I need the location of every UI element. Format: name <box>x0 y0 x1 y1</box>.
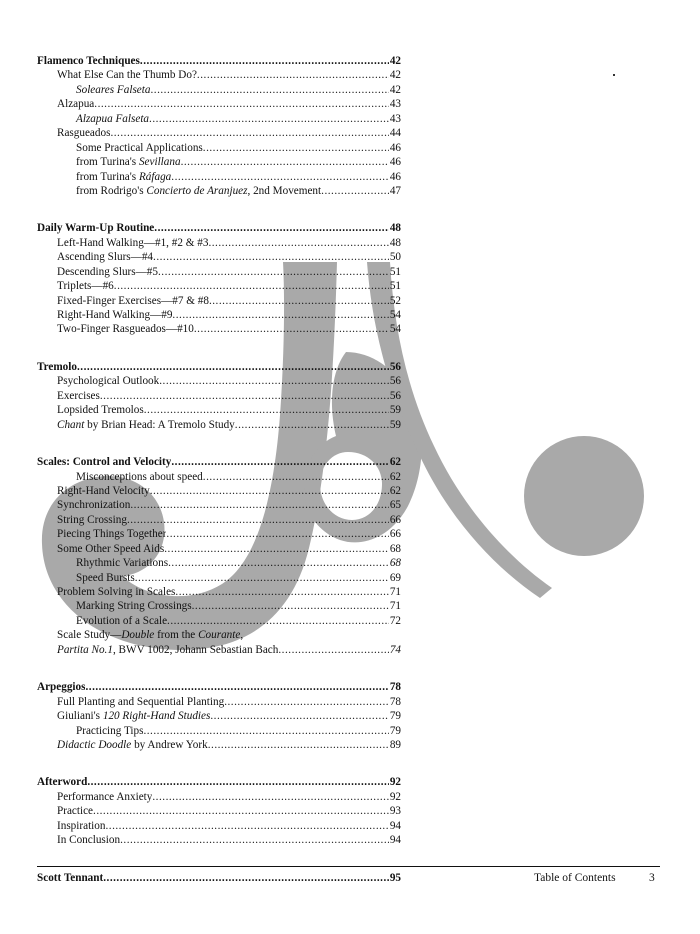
footer-page-number: 3 <box>649 872 655 884</box>
toc-entry-title <box>37 360 77 374</box>
toc-entry <box>37 819 401 833</box>
toc-entry-title <box>37 498 130 512</box>
toc-page-number: 66 <box>389 528 401 541</box>
toc-title-text: Scales: Control and Velocity <box>37 456 172 469</box>
toc-entry <box>37 126 401 140</box>
toc-entry <box>37 322 401 336</box>
toc-title-text: by Brian Head: A Tremolo Study <box>84 418 235 431</box>
toc-title-text: Exercises <box>57 389 100 402</box>
toc-entry <box>37 643 401 657</box>
toc-entry <box>37 738 401 752</box>
toc-entry-title <box>37 695 224 709</box>
toc-page-number: 54 <box>389 323 401 336</box>
toc-page-number: 62 <box>389 484 401 497</box>
toc-title-text: Some Other Speed Aids <box>57 542 165 555</box>
toc-page-number: 46 <box>389 156 401 169</box>
toc-entry <box>37 68 401 82</box>
dot-leader <box>159 374 389 388</box>
toc-title-text: Alzapua <box>57 98 95 111</box>
footer-rule <box>37 866 660 867</box>
toc-title-text: Two-Finger Rasgueados—#10 <box>57 323 194 336</box>
dot-leader <box>120 833 389 847</box>
dot-leader <box>110 126 388 140</box>
toc-entry-title <box>37 833 120 847</box>
toc-entry-title <box>37 542 164 556</box>
toc-entry <box>37 571 401 585</box>
dot-leader <box>105 819 388 833</box>
toc-page-number: 72 <box>389 614 401 627</box>
toc-title-text: String Crossing <box>57 513 127 526</box>
toc-section-tremolo <box>37 360 401 432</box>
toc-title-text: Ascending Slurs—#4 <box>57 251 154 264</box>
toc-entry-title <box>37 294 209 308</box>
toc-entry-title <box>37 628 243 642</box>
toc-entry <box>37 804 401 818</box>
toc-title-text: Misconceptions about speed <box>76 470 203 483</box>
toc-entry <box>37 498 401 512</box>
toc-entry <box>37 614 401 628</box>
dot-leader <box>192 599 389 613</box>
toc-entry-title <box>37 170 171 184</box>
dot-leader <box>85 680 388 694</box>
dot-leader <box>94 97 389 111</box>
dot-leader <box>149 112 389 126</box>
toc-entry-title <box>37 614 167 628</box>
toc-title-text: from Turina's <box>76 170 139 183</box>
toc-page-number: 46 <box>389 141 401 154</box>
dot-leader <box>77 360 389 374</box>
toc-title-text: Daily Warm-Up Routine <box>37 222 155 235</box>
toc-page-number: 46 <box>389 170 401 183</box>
toc-page-number: 62 <box>389 456 401 469</box>
toc-title-text: Flamenco Techniques <box>37 55 140 67</box>
toc-page-number: 79 <box>389 710 401 723</box>
toc-entry-title <box>37 265 158 279</box>
dot-leader <box>210 709 388 723</box>
toc-title-text: Performance Anxiety <box>57 790 153 803</box>
toc-entry-title <box>37 155 181 169</box>
toc-page-number: 74 <box>389 643 401 656</box>
toc-section-arpeggios <box>37 680 401 752</box>
toc-entry <box>37 184 401 198</box>
toc-page-number: 94 <box>389 834 401 847</box>
dot-leader <box>172 308 388 322</box>
toc-title-text: , BWV 1002, Johann Sebastian Bach <box>112 643 279 656</box>
toc-page-number: 56 <box>389 389 401 402</box>
toc-page-number: 68 <box>389 557 401 570</box>
dot-leader <box>171 170 389 184</box>
toc-entry-title <box>37 279 114 293</box>
dot-leader <box>127 513 389 527</box>
dot-leader <box>87 775 388 789</box>
dot-leader <box>224 695 389 709</box>
toc-entry-title <box>37 97 94 111</box>
toc-title-text: Arpeggios <box>37 681 86 694</box>
toc-entry-title <box>37 819 105 833</box>
toc-heading <box>37 455 401 469</box>
toc-entry <box>37 484 401 498</box>
toc-title-text: Afterword <box>37 776 88 789</box>
toc-entry-title <box>37 455 171 469</box>
dot-leader <box>130 498 388 512</box>
toc-entry-title <box>37 470 203 484</box>
toc-page-number: 62 <box>389 470 401 483</box>
toc-entry <box>37 308 401 322</box>
toc-title-text: Psychological Outlook <box>57 375 160 388</box>
toc-entry <box>37 628 401 642</box>
toc-entry <box>37 265 401 279</box>
dot-leader <box>194 322 389 336</box>
toc-page-number: 95 <box>389 871 401 884</box>
toc-title-text: from Rodrigo's <box>76 184 147 197</box>
toc-heading <box>37 221 401 235</box>
toc-entry <box>37 294 401 308</box>
toc-entry <box>37 155 401 169</box>
toc-entry <box>37 542 401 556</box>
toc-title-text: Practice <box>57 805 94 818</box>
dot-leader <box>143 724 388 738</box>
toc-page-number: 51 <box>389 265 401 278</box>
toc-title-italic: Partita No.1 <box>57 643 113 656</box>
dot-leader <box>164 542 389 556</box>
toc-page-number: 94 <box>389 819 401 832</box>
toc-page-number: 56 <box>389 375 401 388</box>
toc-page-number: 54 <box>389 309 401 321</box>
toc-page-number: 42 <box>389 69 401 82</box>
toc-entry-title <box>37 724 143 738</box>
dot-leader <box>158 265 389 279</box>
toc-entry <box>37 389 401 403</box>
toc-page-number: 79 <box>389 724 401 737</box>
dot-leader <box>140 54 389 68</box>
toc-title-italic: Concierto de Aranjuez <box>146 184 248 197</box>
dot-leader <box>135 571 389 585</box>
toc-page-number: 48 <box>389 236 401 249</box>
toc-title-text: In Conclusion <box>57 834 121 847</box>
toc-page-number: 78 <box>389 695 401 708</box>
toc-entry-title <box>37 374 159 388</box>
toc-entry <box>37 527 401 541</box>
toc-title-italic: Soleares Falseta <box>76 83 151 96</box>
toc-page-number: 43 <box>389 98 401 111</box>
toc-title-text: Rhythmic Variations <box>76 557 169 570</box>
toc-page-number: 71 <box>389 600 401 613</box>
toc-title-text: Fixed-Finger Exercises—#7 & #8 <box>57 294 209 307</box>
toc-title-text: Some Practical Applications <box>76 141 203 154</box>
toc-heading <box>37 360 401 374</box>
dot-leader <box>154 221 389 235</box>
toc-title-text: Piecing Things Together <box>57 528 167 541</box>
toc-entry-title <box>37 141 203 155</box>
toc-page-number: 44 <box>389 127 401 140</box>
toc-entry-title <box>37 527 166 541</box>
toc-entry-title <box>37 790 152 804</box>
dot-leader <box>150 484 389 498</box>
toc-title-text: by Andrew York <box>131 738 208 751</box>
dot-leader <box>181 155 389 169</box>
toc-title-text: Scott Tennant <box>37 871 104 884</box>
toc-section-afterword <box>37 775 401 847</box>
toc-page-number: 71 <box>389 586 401 598</box>
toc-title-italic: Sevillana <box>138 156 181 169</box>
toc-entry <box>37 403 401 417</box>
toc-entry <box>37 470 401 484</box>
toc-title-text: What Else Can the Thumb Do? <box>57 69 197 82</box>
toc-title-italic: Chant <box>57 418 85 431</box>
dot-leader <box>144 403 389 417</box>
toc-title-text: from Turina's <box>76 156 139 169</box>
toc-page-number: 59 <box>389 418 401 431</box>
dot-leader <box>208 738 389 752</box>
toc-entry <box>37 556 401 570</box>
toc-page-number: 69 <box>389 571 401 584</box>
toc-title-text: , 2nd Movement <box>247 184 322 197</box>
toc-entry-title <box>37 83 150 97</box>
footer-title: Table of Contents <box>534 872 616 884</box>
dot-leader <box>152 790 388 804</box>
toc-title-text: Evolution of a Scale <box>76 614 168 627</box>
toc-entry-title <box>37 250 153 264</box>
toc-entry-title <box>37 389 100 403</box>
toc-entry <box>37 112 401 126</box>
toc-title-text: , <box>240 629 244 642</box>
dot-leader <box>208 236 388 250</box>
toc-entry-title <box>37 403 144 417</box>
toc-page-number: 93 <box>389 805 401 818</box>
dot-leader <box>321 184 389 198</box>
toc-title-text: Tremolo <box>37 360 77 373</box>
toc-entry <box>37 170 401 184</box>
toc-title-text: Rasgueados <box>57 127 111 140</box>
dot-leader <box>166 527 388 541</box>
toc-title-text: Inspiration <box>57 819 106 832</box>
dot-leader <box>114 279 389 293</box>
toc-page-number: 68 <box>389 542 401 555</box>
toc-section-scales <box>37 455 401 657</box>
toc-entry-title <box>37 184 321 198</box>
toc-entry <box>37 833 401 847</box>
toc-entry-title <box>37 112 149 126</box>
toc-entry-title <box>37 221 154 235</box>
toc-entry <box>37 709 401 723</box>
table-of-contents <box>37 54 401 908</box>
dot-leader <box>150 83 388 97</box>
toc-entry-title <box>37 68 197 82</box>
dot-leader <box>203 470 389 484</box>
toc-title-text: Practicing Tips <box>76 724 144 737</box>
toc-entry-title <box>37 54 140 68</box>
toc-title-text: from the <box>154 629 199 642</box>
toc-entry <box>37 279 401 293</box>
toc-entry <box>37 513 401 527</box>
dot-leader <box>93 804 389 818</box>
toc-entry-title <box>37 738 208 752</box>
toc-page-number: 42 <box>389 55 401 67</box>
dot-leader <box>168 556 389 570</box>
toc-title-text: Synchronization <box>57 499 131 512</box>
toc-entry-title <box>37 126 110 140</box>
toc-page-number: 50 <box>389 251 401 264</box>
toc-entry-title <box>37 236 208 250</box>
toc-entry-title <box>37 775 87 789</box>
toc-entry-title <box>37 556 168 570</box>
toc-page-number: 89 <box>389 738 401 751</box>
toc-title-text: Giuliani's <box>57 710 103 723</box>
toc-title-italic: Alzapua Falseta <box>76 112 150 125</box>
toc-entry <box>37 236 401 250</box>
toc-entry <box>37 724 401 738</box>
toc-title-italic: Didactic Doodle <box>57 738 132 751</box>
toc-page-number: 52 <box>389 294 401 307</box>
toc-page-number: 56 <box>389 360 401 373</box>
toc-entry-title <box>37 484 150 498</box>
toc-heading <box>37 680 401 694</box>
dot-leader <box>175 585 388 599</box>
toc-page-number: 92 <box>389 790 401 803</box>
dot-leader <box>171 455 388 469</box>
dot-leader <box>209 294 389 308</box>
toc-title-text: Lopsided Tremolos <box>57 404 144 417</box>
toc-title-text: Triplets—#6 <box>57 280 114 293</box>
dot-leader <box>235 418 389 432</box>
page-footer <box>0 872 700 888</box>
toc-entry-title <box>37 585 175 599</box>
toc-entry-title <box>37 709 210 723</box>
toc-entry <box>37 83 401 97</box>
toc-entry-title <box>37 680 85 694</box>
toc-title-text: Right-Hand Walking—#9 <box>57 309 173 321</box>
toc-title-text: Marking String Crossings <box>76 600 192 613</box>
toc-entry <box>37 790 401 804</box>
toc-entry <box>37 695 401 709</box>
dot-leader <box>278 643 388 657</box>
toc-entry <box>37 599 401 613</box>
toc-entry <box>37 250 401 264</box>
toc-section-flamenco <box>37 54 401 198</box>
toc-entry <box>37 585 401 599</box>
toc-page-number: 48 <box>389 222 401 235</box>
toc-entry-title <box>37 643 278 657</box>
toc-title-italic: Courante <box>198 629 241 642</box>
toc-entry-title <box>37 308 172 322</box>
toc-entry <box>37 374 401 388</box>
toc-page-number: 47 <box>389 184 401 197</box>
toc-title-italic: Double <box>121 629 155 642</box>
toc-entry <box>37 97 401 111</box>
toc-entry-title <box>37 513 127 527</box>
toc-entry-title <box>37 322 194 336</box>
dot-leader <box>203 141 389 155</box>
toc-page-number: 78 <box>389 681 401 694</box>
toc-title-text: Problem Solving in Scales <box>57 586 176 598</box>
toc-page-number: 51 <box>389 280 401 293</box>
toc-entry-title <box>37 571 135 585</box>
toc-page-number: 92 <box>389 776 401 789</box>
toc-title-text: Descending Slurs—#5 <box>57 265 158 278</box>
dot-leader <box>153 250 389 264</box>
toc-heading <box>37 775 401 789</box>
watermark-circle <box>524 436 644 556</box>
toc-entry-title <box>37 418 235 432</box>
toc-title-text: Scale Study— <box>57 629 122 642</box>
ink-speck <box>613 74 615 76</box>
toc-page-number: 43 <box>389 112 401 125</box>
toc-page-number: 66 <box>389 513 401 526</box>
toc-entry-title <box>37 804 93 818</box>
toc-title-italic: Ráfaga <box>138 170 172 183</box>
toc-heading <box>37 54 401 68</box>
toc-section-warmup <box>37 221 401 337</box>
toc-title-text: Left-Hand Walking—#1, #2 & #3 <box>57 236 209 249</box>
dot-leader <box>100 389 389 403</box>
toc-entry <box>37 418 401 432</box>
toc-title-text: Speed Bursts <box>76 571 135 584</box>
dot-leader <box>167 614 389 628</box>
toc-title-text: Full Planting and Sequential Planting <box>57 695 225 708</box>
toc-entry <box>37 141 401 155</box>
toc-title-text: Right-Hand Velocity <box>57 484 150 497</box>
toc-page-number: 42 <box>389 83 401 96</box>
toc-title-italic: 120 Right-Hand Studies <box>102 710 211 723</box>
toc-page-number: 59 <box>389 404 401 417</box>
dot-leader <box>197 68 389 82</box>
toc-page-number: 65 <box>389 499 401 512</box>
toc-entry-title <box>37 599 192 613</box>
